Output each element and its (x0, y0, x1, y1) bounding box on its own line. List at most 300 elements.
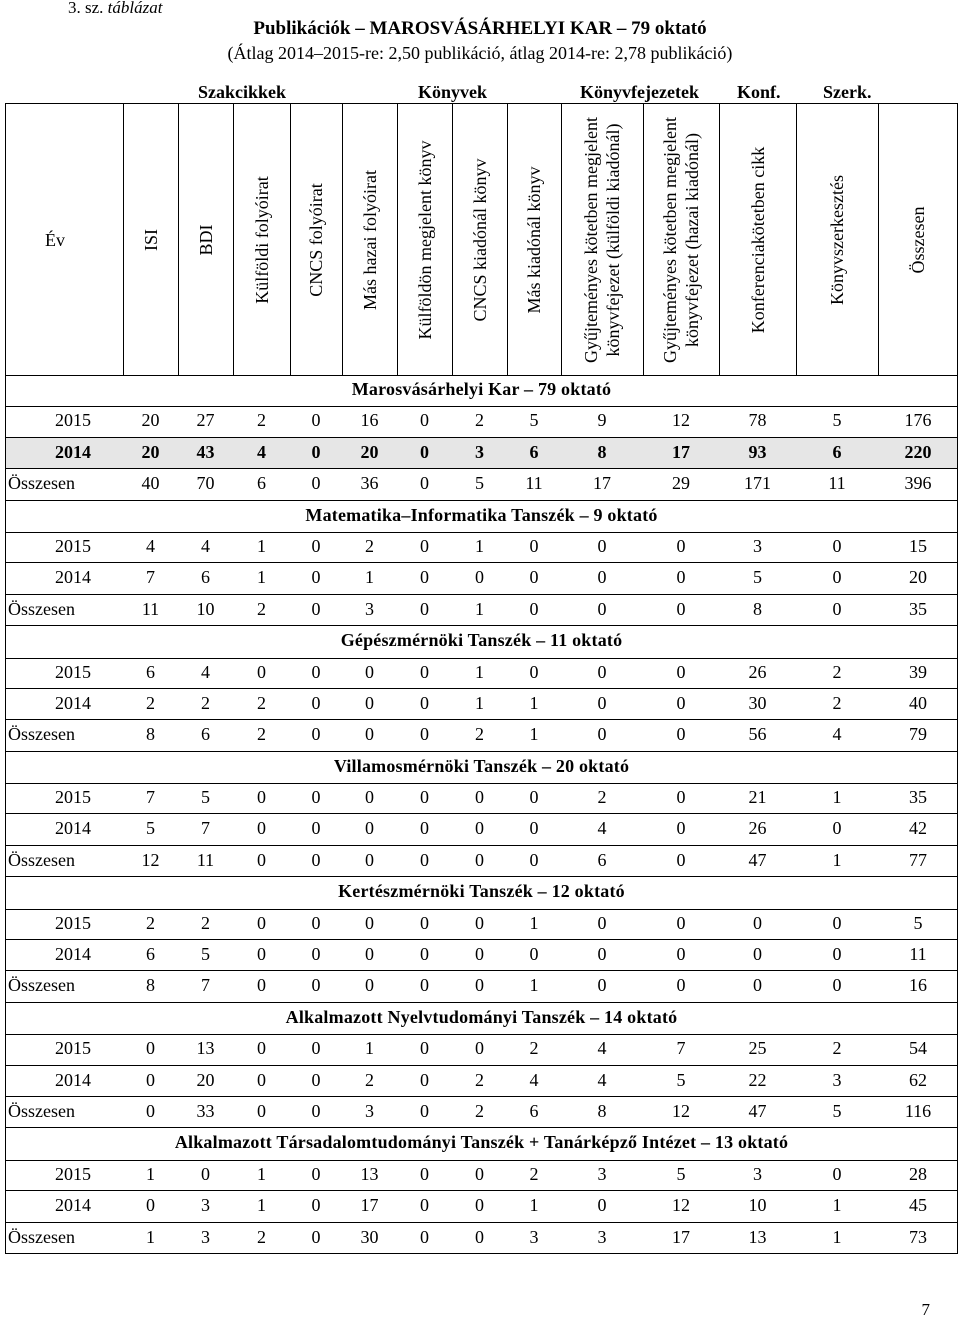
table-rule (5, 532, 958, 533)
table-cell: 0 (146, 1195, 155, 1216)
table-cell: 3 (832, 1069, 842, 1090)
table-cell: 2 (529, 1163, 539, 1184)
table-cell: 21 (748, 787, 767, 808)
table-cell: 0 (420, 818, 429, 839)
table-cell: 2 (146, 692, 155, 713)
section-heading (5, 375, 958, 406)
table-cell: 0 (832, 912, 842, 933)
table-cell: 3 (365, 1100, 374, 1121)
table-cell: 5 (676, 1069, 686, 1090)
table-cell: 56 (748, 724, 767, 745)
table-cell: 11 (828, 473, 846, 494)
table-border (957, 103, 958, 1254)
section-title: Marosvásárhelyi Kar – 79 oktató (351, 379, 612, 399)
table-cell: 17 (593, 473, 611, 494)
table-cell: 0 (311, 473, 321, 494)
table-rule (5, 658, 958, 659)
page-subtitle: (Átlag 2014–2015-re: 2,50 publikáció, átlag 2014-re: 2,78 publikáció) (227, 43, 733, 63)
table-cell: 1 (257, 567, 266, 588)
table-cell: 0 (676, 912, 686, 933)
table-cell: 0 (420, 1226, 429, 1247)
table-cell: 20 (141, 441, 160, 462)
table-cell: 20 (909, 567, 927, 588)
table-cell: 2 (257, 1226, 266, 1247)
row-label: 2014 (55, 567, 91, 588)
column-header-2 (178, 104, 233, 376)
table-row (5, 595, 958, 626)
table-cell: 0 (420, 1195, 429, 1216)
table-cell: 0 (753, 912, 762, 933)
table-cell: 6 (201, 567, 210, 588)
table-cell: 20 (360, 441, 379, 462)
table-cell: 0 (365, 692, 374, 713)
row-label: 2015 (55, 410, 91, 431)
table-cell: 13 (360, 1163, 379, 1184)
table-cell: 16 (360, 410, 379, 431)
table-cell: 1 (365, 1038, 374, 1059)
table-rule (5, 1160, 958, 1161)
column-header-label: ISI (140, 229, 161, 251)
section-title: Matematika–Informatika Tanszék – 9 oktató (305, 504, 658, 525)
table-cell: 0 (311, 598, 321, 619)
section-title: Villamosmérnöki Tanszék – 20 oktató (333, 755, 630, 776)
table-cell: 0 (257, 849, 266, 870)
table-cell: 2 (475, 724, 484, 745)
table-cell: 6 (832, 441, 842, 462)
table-cell: 0 (365, 975, 374, 996)
table-cell: 5 (475, 473, 484, 494)
table-row (5, 1034, 958, 1065)
table-row (5, 1066, 958, 1097)
table-cell: 7 (676, 1038, 686, 1059)
table-cell: 0 (529, 567, 539, 588)
row-label: Összesen (8, 1100, 75, 1121)
row-label: 2014 (55, 1069, 91, 1090)
table-cell: 12 (672, 1195, 690, 1216)
table-cell: 0 (365, 818, 374, 839)
table-row (5, 1160, 958, 1191)
column-header-11 (719, 104, 796, 376)
table-cell: 0 (676, 661, 686, 682)
table-cell: 3 (201, 1226, 210, 1247)
table-cell: 0 (597, 661, 607, 682)
table-cell: 28 (909, 1163, 927, 1184)
table-cell: 5 (676, 1163, 686, 1184)
table-cell: 2 (832, 692, 842, 713)
table-cell: 0 (420, 1038, 429, 1059)
table-cell: 0 (420, 598, 429, 619)
table-cell: 0 (597, 692, 607, 713)
table-cell: 1 (832, 1226, 842, 1247)
table-cell: 7 (201, 818, 210, 839)
table-row (5, 1097, 958, 1128)
table-cell: 0 (257, 1069, 266, 1090)
table-cell: 0 (311, 1069, 321, 1090)
column-header-12 (796, 104, 878, 376)
table-cell: 12 (672, 1100, 690, 1121)
table-cell: 2 (475, 1069, 484, 1090)
group-header-3: Konf. (737, 82, 781, 102)
table-cell: 0 (365, 849, 374, 870)
table-cell: 0 (676, 975, 686, 996)
table-cell: 2 (832, 1038, 842, 1059)
table-cell: 2 (475, 410, 484, 431)
table-cell: 0 (832, 975, 842, 996)
table-cell: 1 (529, 975, 539, 996)
table-row (5, 783, 958, 814)
table-rule (5, 909, 958, 910)
table-row (5, 689, 958, 720)
column-header-label: CNCS folyóirat (306, 183, 326, 297)
table-row (5, 563, 958, 594)
table-cell: 0 (475, 567, 484, 588)
table-cell: 2 (146, 912, 155, 933)
table-cell: 8 (146, 975, 155, 996)
table-row (5, 438, 958, 469)
table-cell: 2 (529, 1038, 539, 1059)
table-cell: 2 (365, 1069, 374, 1090)
table-cell: 0 (676, 849, 686, 870)
table-body (5, 375, 958, 1254)
table-cell: 0 (597, 535, 607, 556)
table-cell: 220 (904, 441, 932, 462)
table-cell: 0 (597, 567, 607, 588)
column-header-label: Könyvszerkesztés (827, 175, 847, 305)
row-label: 2014 (55, 944, 91, 965)
row-label: 2015 (55, 535, 91, 556)
table-cell: 0 (597, 1195, 607, 1216)
table-cell: 5 (201, 944, 210, 965)
table-cell: 0 (257, 944, 266, 965)
column-header-0 (5, 104, 123, 376)
table-cell: 0 (257, 912, 266, 933)
table-cell: 6 (146, 944, 155, 965)
table-cell: 0 (475, 1226, 484, 1247)
group-header-2: Könyvfejezetek (580, 82, 699, 102)
table-cell: 70 (196, 473, 215, 494)
table-cell: 4 (201, 661, 210, 682)
table-cell: 0 (365, 912, 374, 933)
table-cell: 0 (311, 724, 321, 745)
table-cell: 0 (311, 944, 321, 965)
column-header-label: Más kiadónál könyv (524, 166, 544, 314)
table-cell: 0 (475, 944, 484, 965)
header-column-rule (452, 103, 453, 375)
group-header-4: Szerk. (823, 82, 872, 102)
table-row (5, 469, 958, 500)
table-cell: 0 (676, 818, 686, 839)
table-cell: 5 (832, 410, 842, 431)
table-cell: 0 (420, 787, 429, 808)
table-cell: 116 (904, 1100, 932, 1121)
table-cell: 3 (753, 535, 762, 556)
table-cell: 0 (597, 724, 607, 745)
row-label: 2015 (55, 1163, 91, 1184)
table-cell: 5 (201, 787, 210, 808)
header-column-rule (123, 103, 124, 375)
table-cell: 0 (475, 818, 484, 839)
header-column-rule (796, 103, 797, 375)
table-cell: 54 (909, 1038, 927, 1059)
table-cell: 0 (420, 661, 429, 682)
table-cell: 42 (909, 818, 927, 839)
table-cell: 176 (904, 410, 932, 431)
table-cell: 2 (597, 787, 607, 808)
table-cell: 0 (529, 598, 539, 619)
header-column-rule (290, 103, 291, 375)
table-cell: 45 (909, 1195, 927, 1216)
column-header-label: Gyűjteményes kötetben megjelent könyvfejezet (külföldi kiadónál) (581, 117, 623, 363)
table-cell: 0 (420, 849, 429, 870)
table-cell: 0 (365, 787, 374, 808)
table-cell: 5 (832, 1100, 842, 1121)
table-rule (5, 375, 958, 376)
table-cell: 0 (311, 975, 321, 996)
table-cell: 0 (420, 692, 429, 713)
table-cell: 1 (257, 1163, 266, 1184)
table-row (5, 1223, 958, 1254)
table-cell: 40 (141, 473, 160, 494)
table-cell: 0 (311, 1226, 321, 1247)
table-cell: 0 (676, 535, 686, 556)
table-cell: 2 (832, 661, 842, 682)
table-cell: 4 (597, 1069, 607, 1090)
table-cell: 7 (146, 567, 155, 588)
table-cell: 6 (257, 473, 266, 494)
table-cell: 4 (597, 1038, 607, 1059)
table-cell: 0 (597, 598, 607, 619)
table-cell: 7 (201, 975, 210, 996)
table-cell: 0 (311, 410, 321, 431)
table-cell: 2 (201, 912, 210, 933)
table-cell: 4 (832, 724, 842, 745)
column-header-8 (507, 104, 561, 376)
table-cell: 1 (529, 1195, 539, 1216)
table-cell: 27 (196, 410, 215, 431)
table-cell: 4 (529, 1069, 539, 1090)
section-heading (5, 501, 958, 532)
header-column-rule (561, 103, 562, 375)
row-label: 2015 (55, 1038, 91, 1059)
table-cell: 0 (365, 724, 374, 745)
table-cell: 4 (201, 535, 210, 556)
table-cell: 0 (311, 535, 321, 556)
section-heading (5, 626, 958, 657)
table-cell: 25 (748, 1038, 767, 1059)
table-cell: 3 (753, 1163, 762, 1184)
table-cell: 0 (676, 944, 686, 965)
column-header-label: CNCS kiadónál könyv (469, 158, 490, 322)
row-label: 2015 (55, 912, 91, 933)
table-cell: 0 (420, 944, 429, 965)
table-cell: 8 (597, 441, 607, 462)
table-cell: 1 (146, 1163, 155, 1184)
row-label: 2015 (55, 661, 91, 682)
table-cell: 16 (909, 975, 927, 996)
table-cell: 4 (597, 818, 607, 839)
table-cell: 0 (257, 818, 266, 839)
row-label: 2014 (55, 441, 91, 462)
table-cell: 78 (748, 410, 767, 431)
table-cell: 2 (201, 692, 210, 713)
table-rule (5, 1034, 958, 1035)
caption-number: 3. sz. (68, 0, 104, 17)
table-cell: 0 (475, 787, 484, 808)
group-header-0: Szakcikkek (198, 82, 287, 102)
table-cell: 33 (196, 1100, 215, 1121)
table-row (5, 658, 958, 689)
section-title: Alkalmazott Társadalomtudományi Tanszék + Tanárképző Intézet – 13 oktató (174, 1132, 789, 1153)
table-cell: 10 (748, 1195, 767, 1216)
row-label: Összesen (8, 598, 75, 619)
row-label: Összesen (8, 724, 75, 745)
table-header (5, 103, 958, 376)
table-cell: 2 (365, 535, 374, 556)
table-cell: 0 (832, 535, 842, 556)
table-cell: 0 (753, 975, 762, 996)
table-cell: 8 (597, 1100, 607, 1121)
table-cell: 8 (146, 724, 155, 745)
table-cell: 20 (141, 410, 160, 431)
table-cell: 0 (597, 944, 607, 965)
table-cell: 1 (832, 849, 842, 870)
table-cell: 0 (420, 975, 429, 996)
table-cell: 2 (257, 410, 266, 431)
table-cell: 0 (257, 661, 266, 682)
table-cell: 3 (597, 1226, 607, 1247)
table-cell: 5 (753, 567, 762, 588)
table-cell: 43 (196, 441, 215, 462)
table-cell: 3 (475, 441, 484, 462)
table-row (5, 1191, 958, 1222)
table-cell: 30 (748, 692, 767, 713)
column-header-7 (452, 104, 507, 376)
table-cell: 0 (365, 944, 374, 965)
table-cell: 15 (909, 535, 927, 556)
table-row (5, 846, 958, 877)
table-cell: 0 (475, 1163, 484, 1184)
row-label: Összesen (8, 975, 75, 996)
table-cell: 0 (420, 473, 429, 494)
table-cell: 1 (475, 535, 484, 556)
column-header-10 (643, 104, 719, 376)
table-cell: 0 (420, 724, 429, 745)
header-column-rule (719, 103, 720, 375)
table-cell: 26 (748, 818, 767, 839)
table-rule (5, 406, 958, 407)
table-cell: 47 (748, 1100, 767, 1121)
table-cell: 47 (748, 849, 767, 870)
row-label: Összesen (8, 1226, 75, 1247)
section-heading (5, 1128, 958, 1159)
table-cell: 62 (909, 1069, 927, 1090)
column-header-label: Összesen (908, 206, 928, 274)
table-cell: 3 (529, 1226, 539, 1247)
table-cell: 17 (672, 441, 690, 462)
table-cell: 0 (597, 975, 607, 996)
table-cell: 2 (257, 724, 266, 745)
table-cell: 6 (529, 1100, 539, 1121)
header-column-rule (397, 103, 398, 375)
table-row (5, 406, 958, 437)
table-cell: 0 (420, 410, 429, 431)
header-column-rule (233, 103, 234, 375)
section-heading (5, 752, 958, 783)
column-header-6 (397, 104, 452, 376)
table-cell: 0 (311, 692, 321, 713)
column-header-label: Gyűjteményes kötetben megjelent könyvfejezet (hazai kiadónál) (660, 117, 702, 363)
table-cell: 6 (529, 441, 539, 462)
column-header-label: Külföldön megjelent könyv (414, 140, 435, 340)
table-cell: 0 (420, 1100, 429, 1121)
table-row (5, 720, 958, 751)
table-cell: 35 (909, 598, 927, 619)
table-cell: 0 (420, 535, 429, 556)
column-header-3 (233, 104, 290, 376)
table-cell: 29 (672, 473, 690, 494)
table-cell: 6 (597, 849, 607, 870)
table-cell: 8 (753, 598, 762, 619)
table-cell: 0 (420, 1163, 429, 1184)
table-cell: 26 (748, 661, 767, 682)
table-cell: 0 (257, 975, 266, 996)
table-cell: 0 (420, 567, 429, 588)
table-cell: 17 (672, 1226, 690, 1247)
table-cell: 5 (529, 410, 539, 431)
table-cell: 0 (420, 1069, 429, 1090)
row-label: Összesen (8, 473, 75, 494)
table-cell: 0 (257, 787, 266, 808)
column-header-label: Külföldi folyóirat (251, 176, 272, 304)
table-cell: 0 (311, 818, 321, 839)
table-cell: 1 (529, 724, 539, 745)
table-cell: 0 (420, 912, 429, 933)
table-cell: 6 (146, 661, 155, 682)
table-cell: 0 (146, 1069, 155, 1090)
header-column-rule (643, 103, 644, 375)
table-cell: 0 (832, 944, 842, 965)
table-cell: 0 (365, 661, 374, 682)
table-cell: 11 (909, 944, 927, 965)
table-cell: 3 (597, 1163, 607, 1184)
table-cell: 6 (201, 724, 210, 745)
table-cell: 73 (909, 1226, 927, 1247)
table-cell: 0 (676, 724, 686, 745)
table-caption (68, 0, 162, 18)
page-title: Publikációk – MAROSVÁSÁRHELYI KAR – 79 oktató (253, 18, 707, 39)
table-cell: 3 (365, 598, 374, 619)
table-cell: 9 (597, 410, 607, 431)
table-cell: 10 (196, 598, 215, 619)
table-cell: 79 (909, 724, 927, 745)
table-cell: 1 (257, 1195, 266, 1216)
table-cell: 13 (748, 1226, 767, 1247)
table-cell: 171 (744, 473, 771, 494)
table-cell: 35 (909, 787, 927, 808)
table-cell: 5 (913, 912, 923, 933)
table-cell: 0 (311, 1038, 321, 1059)
table-cell: 1 (832, 787, 842, 808)
table-cell: 30 (360, 1226, 379, 1247)
table-cell: 13 (196, 1038, 215, 1059)
table-cell: 0 (311, 849, 321, 870)
table-cell: 4 (257, 441, 266, 462)
table-row (5, 909, 958, 940)
table-cell: 0 (475, 1038, 484, 1059)
table-cell: 1 (257, 535, 266, 556)
table-cell: 5 (146, 818, 155, 839)
table-cell: 0 (475, 849, 484, 870)
